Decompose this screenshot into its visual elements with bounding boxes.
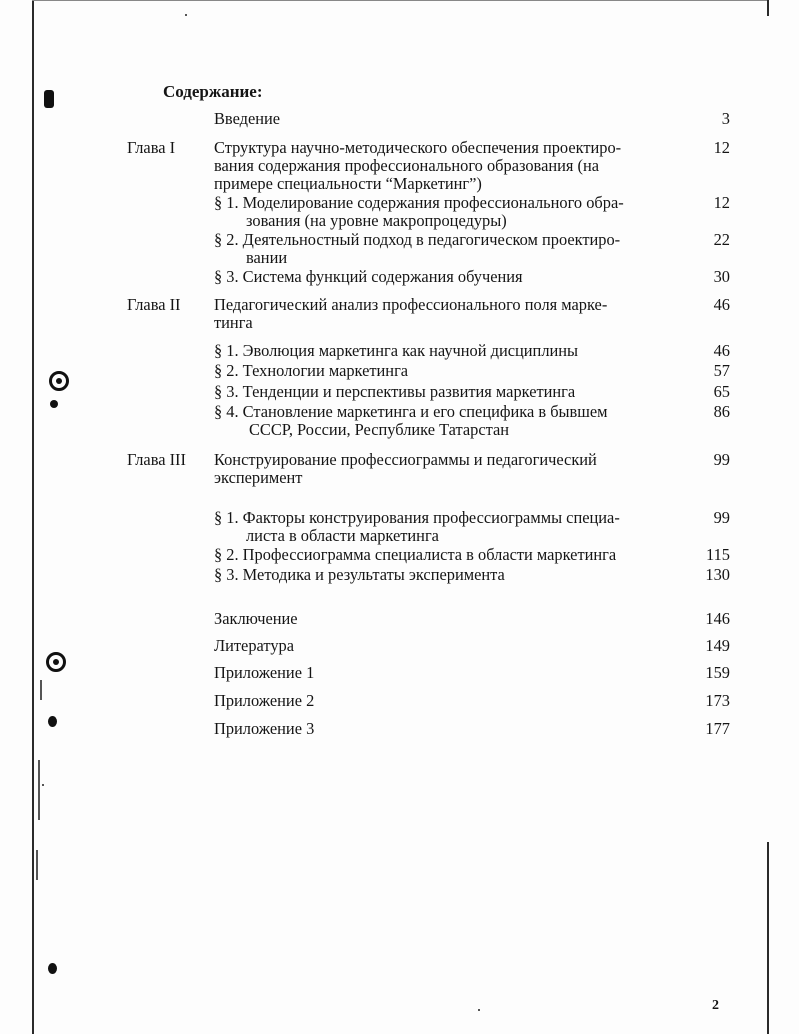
toc-page-number: 115 bbox=[706, 545, 730, 564]
toc-entry-line: примере специальности “Маркетинг”) bbox=[214, 174, 482, 193]
toc-entry-line: § 2. Деятельностный подход в педагогическом проектиро- bbox=[214, 230, 621, 249]
toc-entry-title bbox=[214, 342, 674, 360]
toc-entry-title bbox=[214, 664, 674, 682]
toc-entry-title bbox=[214, 362, 674, 380]
toc-page-number: 30 bbox=[713, 267, 730, 286]
toc-entry-line: Приложение 2 bbox=[214, 691, 315, 710]
toc-page-number: 99 bbox=[713, 450, 730, 469]
toc-entry-title bbox=[214, 546, 674, 564]
toc-entry-title bbox=[214, 110, 674, 128]
toc-page-number: 22 bbox=[713, 230, 730, 249]
punch-dot-icon bbox=[48, 963, 57, 974]
right-bottom-border-line bbox=[767, 842, 769, 1034]
toc-heading: Содержание: bbox=[163, 82, 263, 101]
binder-ring-icon bbox=[49, 371, 69, 391]
top-border-line bbox=[32, 0, 767, 1]
toc-page-number: 86 bbox=[713, 402, 730, 421]
toc-entry-title bbox=[214, 296, 674, 332]
toc-entry-title bbox=[214, 566, 674, 584]
toc-entry-title bbox=[214, 720, 674, 738]
toc-entry-line: тинга bbox=[214, 313, 253, 332]
scan-speck bbox=[38, 760, 40, 820]
toc-entry-line: § 3. Методика и результаты эксперимента bbox=[214, 565, 505, 584]
toc-page-number: 173 bbox=[705, 691, 730, 710]
toc-entry-line: § 2. Профессиограмма специалиста в области маркетинга bbox=[214, 545, 617, 564]
toc-page-number: 46 bbox=[713, 341, 730, 360]
toc-entry-line: зования (на уровне макропроцедуры) bbox=[246, 211, 507, 230]
toc-entry-title bbox=[214, 610, 674, 628]
toc-entry-title bbox=[214, 231, 674, 267]
toc-entry-line: Педагогический анализ профессионального поля марке- bbox=[214, 295, 608, 314]
toc-page-number: 149 bbox=[705, 636, 730, 655]
toc-entry-line: § 4. Становление маркетинга и его специфика в бывшем bbox=[214, 402, 608, 421]
toc-entry-line: СССР, России, Республике Татарстан bbox=[249, 420, 510, 439]
toc-chapter-label: Глава II bbox=[127, 295, 181, 314]
toc-entry-line: вания содержания профессионального образования (на bbox=[214, 156, 600, 175]
page-number: 2 bbox=[712, 998, 719, 1013]
toc-entry-line: Приложение 1 bbox=[214, 663, 315, 682]
toc-entry-line: § 1. Моделирование содержания профессионального обра- bbox=[214, 193, 624, 212]
toc-entry-line: Литература bbox=[214, 636, 294, 655]
toc-chapter-label: Глава III bbox=[127, 450, 186, 469]
toc-entry-title bbox=[214, 692, 674, 710]
punch-dot-icon bbox=[48, 716, 57, 727]
toc-entry-line: Структура научно-методического обеспечения проектиро- bbox=[214, 138, 622, 157]
toc-entry-title bbox=[214, 451, 674, 487]
scan-speck bbox=[478, 1009, 480, 1011]
scan-speck bbox=[185, 14, 187, 16]
scan-speck bbox=[36, 850, 38, 880]
toc-page-number: 130 bbox=[705, 565, 730, 584]
toc-entry-line: Приложение 3 bbox=[214, 719, 315, 738]
toc-page-number: 3 bbox=[721, 109, 730, 128]
toc-entry-line: вании bbox=[246, 248, 288, 267]
toc-entry-title bbox=[214, 637, 674, 655]
toc-entry-line: листа в области маркетинга bbox=[246, 526, 439, 545]
toc-entry-line: Введение bbox=[214, 109, 281, 128]
toc-chapter-label: Глава I bbox=[127, 138, 176, 157]
toc-page-number: 12 bbox=[713, 138, 730, 157]
punch-dot-icon bbox=[50, 400, 58, 408]
toc-entry-title bbox=[214, 268, 674, 286]
toc-page-number: 146 bbox=[705, 609, 730, 628]
toc-page-number: 177 bbox=[705, 719, 730, 738]
toc-entry-title bbox=[214, 403, 674, 439]
punch-mark-icon bbox=[44, 90, 54, 108]
toc-entry-line: эксперимент bbox=[214, 468, 303, 487]
toc-entry-title bbox=[214, 509, 674, 545]
toc-entry-line: § 2. Технологии маркетинга bbox=[214, 361, 409, 380]
toc-entry-line: Заключение bbox=[214, 609, 298, 628]
binder-ring-icon bbox=[46, 652, 66, 672]
toc-page-number: 46 bbox=[713, 295, 730, 314]
toc-entry-line: Конструирование профессиограммы и педагогический bbox=[214, 450, 597, 469]
toc-entry-line: § 3. Тенденции и перспективы развития маркетинга bbox=[214, 382, 576, 401]
toc-page-number: 57 bbox=[713, 361, 730, 380]
toc-page-number: 65 bbox=[713, 382, 730, 401]
right-top-border-line bbox=[767, 0, 769, 16]
toc-entry-line: § 1. Факторы конструирования профессиограммы специа- bbox=[214, 508, 620, 527]
toc-page-number: 99 bbox=[713, 508, 730, 527]
toc-entry-title bbox=[214, 383, 674, 401]
toc-page-number: 12 bbox=[713, 193, 730, 212]
scan-speck bbox=[40, 680, 42, 700]
left-border-line bbox=[32, 0, 34, 1034]
toc-entry-line: § 1. Эволюция маркетинга как научной дисциплины bbox=[214, 341, 579, 360]
toc-entry-title bbox=[214, 139, 674, 193]
toc-entry-line: § 3. Система функций содержания обучения bbox=[214, 267, 523, 286]
toc-page-number: 159 bbox=[705, 663, 730, 682]
scan-speck bbox=[42, 784, 44, 786]
toc-entry-title bbox=[214, 194, 674, 230]
